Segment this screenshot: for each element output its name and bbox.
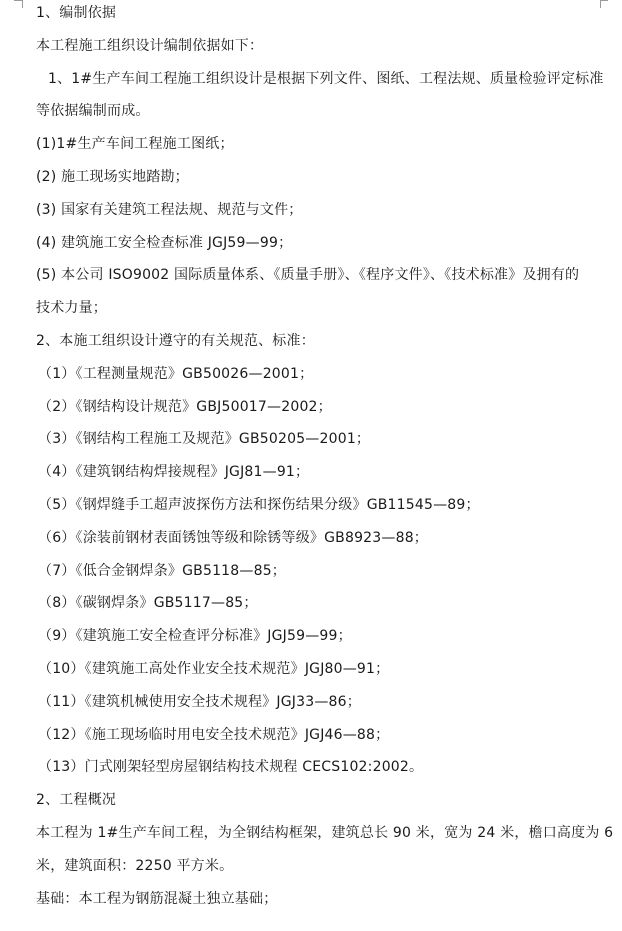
margin-mark-top-left-horizontal <box>14 0 22 1</box>
list-item-basis: (5) 本公司 ISO9002 国际质量体系、《质量手册》、《程序文件》、《技术标准》及拥有的 <box>36 267 580 283</box>
list-item-standard: （12）《施工现场临时用电安全技术规范》JGJ46—88； <box>38 727 390 743</box>
list-item-basis-cont: 技术力量； <box>36 300 107 316</box>
list-item-standard: （3）《钢结构工程施工及规范》GB50205—2001； <box>38 431 371 447</box>
section-heading-overview: 2、工程概况 <box>36 792 117 808</box>
list-item-standard: （4）《建筑钢结构焊接规程》JGJ81—91； <box>38 464 310 480</box>
list-item-basis: (1)1#生产车间工程施工图纸； <box>36 136 234 152</box>
paragraph-intro: 本工程施工组织设计编制依据如下： <box>36 38 264 54</box>
section-heading-standards: 2、本施工组织设计遵守的有关规范、标准： <box>36 333 315 349</box>
paragraph-basis-1: 1、1#生产车间工程施工组织设计是根据下列文件、图纸、工程法规、质量检验评定标准 <box>48 71 604 87</box>
list-item-standard: （10）《建筑施工高处作业安全技术规范》JGJ80—91； <box>38 661 390 677</box>
section-heading-basis: 1、编制依据 <box>36 5 117 21</box>
list-item-standard: （2）《钢结构设计规范》GBJ50017—2002； <box>38 399 332 415</box>
margin-mark-top-right <box>600 0 601 8</box>
list-item-standard: （7）《低合金钢焊条》GB5118—85； <box>38 563 287 579</box>
paragraph-foundation: 基础：本工程为钢筋混凝土独立基础； <box>36 891 278 907</box>
list-item-standard: （8）《碳钢焊条》GB5117—85； <box>38 595 258 611</box>
list-item-basis: (4) 建筑施工安全检查标准 JGJ59—99； <box>36 235 293 251</box>
list-item-basis: (3) 国家有关建筑工程法规、规范与文件； <box>36 202 303 218</box>
list-item-standard: （11）《建筑机械使用安全技术规程》JGJ33—86； <box>38 694 361 710</box>
list-item-standard: （1）《工程测量规范》GB50026—2001； <box>38 366 314 382</box>
margin-mark-top-left <box>22 0 23 8</box>
list-item-standard: （5）《钢焊缝手工超声波探伤方法和探伤结果分级》GB11545—89； <box>38 497 480 513</box>
paragraph-overview-cont: 米，建筑面积：2250 平方米。 <box>36 858 234 874</box>
paragraph-basis-1-cont: 等依据编制而成。 <box>36 103 150 119</box>
paragraph-overview: 本工程为 1#生产车间工程，为全钢结构框架，建筑总长 90 米，宽为 24 米，檐口高度为 6 <box>36 825 614 841</box>
list-item-basis: (2) 施工现场实地踏勘； <box>36 169 189 185</box>
margin-mark-top-right-horizontal <box>600 0 608 1</box>
list-item-standard: （6）《涂装前钢材表面锈蚀等级和除锈等级》GB8923—88； <box>38 530 429 546</box>
list-item-standard: （9）《建筑施工安全检查评分标准》JGJ59—99； <box>38 628 352 644</box>
list-item-standard: （13）门式刚架轻型房屋钢结构技术规程 CECS102:2002。 <box>38 759 424 775</box>
